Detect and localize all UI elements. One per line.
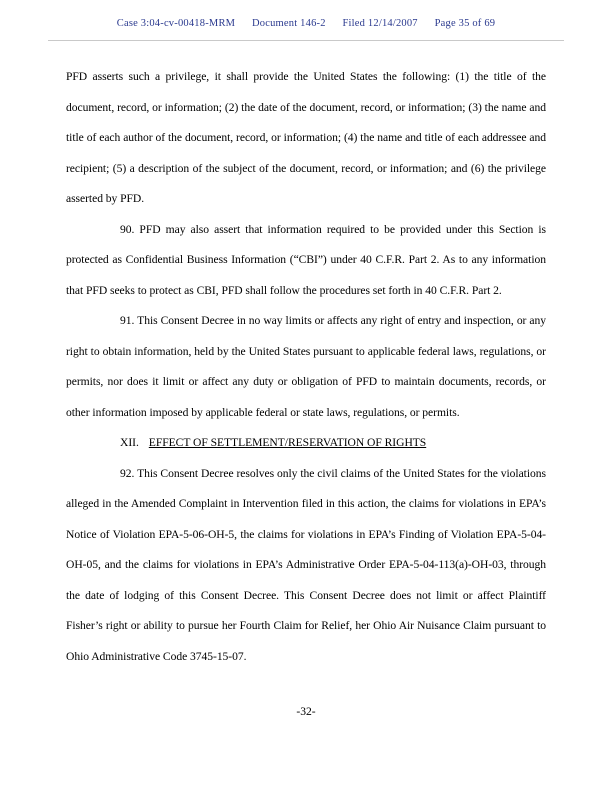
header-filed-date: Filed 12/14/2007 <box>342 18 418 29</box>
footer-page-number: -32- <box>296 705 316 718</box>
header-case-number: Case 3:04-cv-00418-MRM <box>116 18 236 29</box>
paragraph-90: 90. PFD may also assert that information required to be provided under this Section is protected as Confidential Business Information (“CBI”) under 40 C.F.R. Part 2. As to any information that PFD seeks to protect as CBI, PFD shall follow the procedures set forth in 40 C.F.R. Part 2. <box>66 222 546 297</box>
paragraph-continuation: PFD asserts such a privilege, it shall provide the United States the following: (1) the title of the document, record, or information; (2) the date of the document, record, or information; (3) the name and title of each author of the document, record, or information; (4) the name and title of each addressee and recipient; (5) a description of the subject of the document, record, or information; and (6) the privilege asserted by PFD. <box>66 70 546 205</box>
section-title: EFFECT OF SETTLEMENT/RESERVATION OF RIGHTS <box>148 436 427 449</box>
header-document-number: Document 146-2 <box>252 18 326 29</box>
document-body <box>66 62 546 672</box>
court-filing-header <box>0 18 612 29</box>
paragraph-92: 92. This Consent Decree resolves only the civil claims of the United States for the violations alleged in the Amended Complaint in Intervention filed in this action, the claims for violations in EPA’s Notice of Violation EPA-5-06-OH-5, the claims for violations in EPA’s Finding of Violation EPA-5-04-OH-05, and the claims for violations in EPA’s Administrative Order EPA-5-04-113(a)-OH-03, through the date of lodging of this Consent Decree. This Consent Decree does not limit or affect Plaintiff Fisher’s right or ability to pursue her Fourth Claim for Relief, her Ohio Air Nuisance Claim pursuant to Ohio Administrative Code 3745-15-07. <box>66 466 546 663</box>
paragraph-91: 91. This Consent Decree in no way limits or affects any right of entry and inspection, or any right to obtain information, held by the United States pursuant to applicable federal laws, regulations, or permits, nor does it limit or affect any duty or obligation of PFD to maintain documents, records, or other information imposed by applicable federal or state laws, regulations, or permits. <box>66 314 546 419</box>
section-numeral: XII. <box>120 436 139 449</box>
header-divider <box>48 40 564 41</box>
section-heading-xii <box>66 428 546 459</box>
header-page-number: Page 35 of 69 <box>434 18 496 29</box>
